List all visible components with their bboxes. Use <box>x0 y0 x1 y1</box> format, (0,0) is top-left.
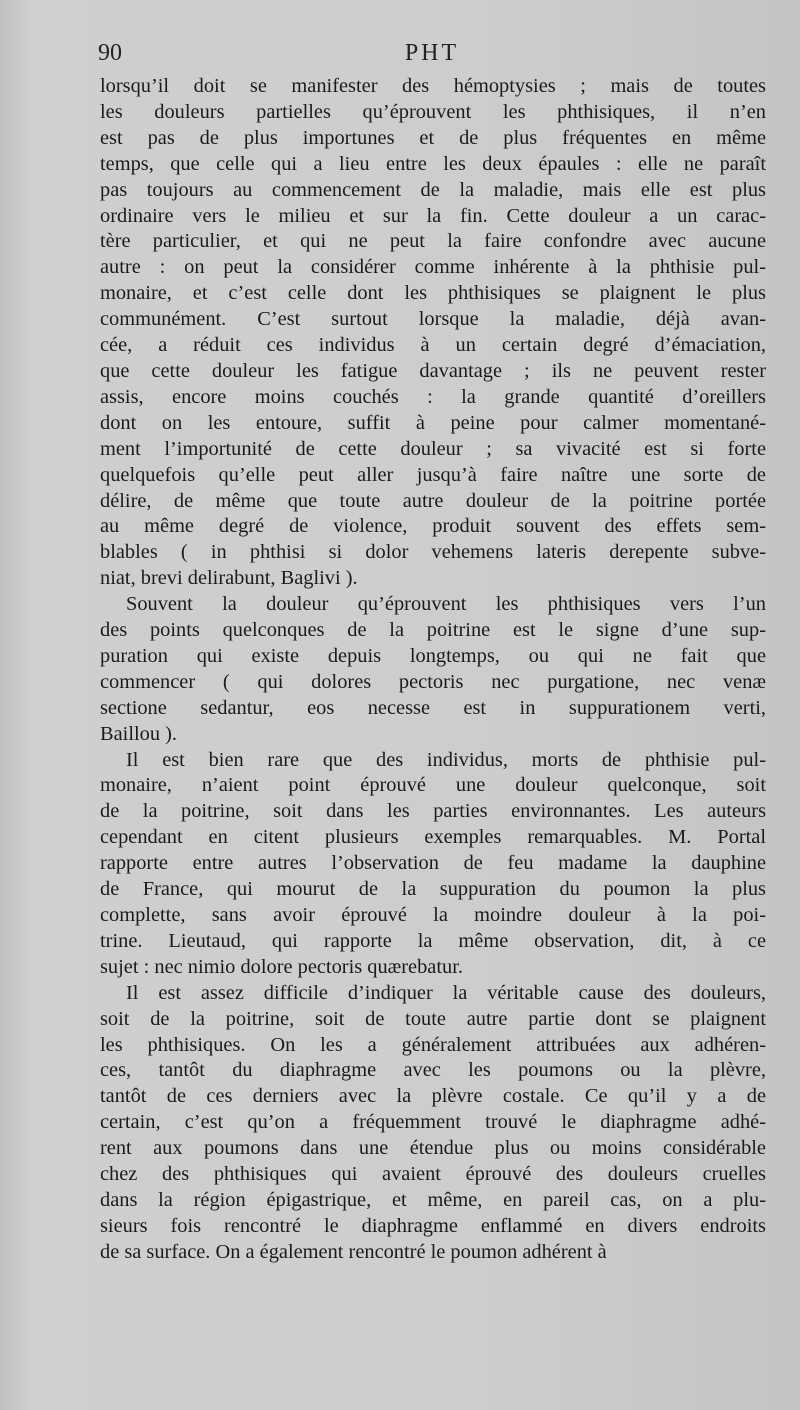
text-line: dans la région épigastrique, et même, en pareil cas, on a plu- <box>100 1188 766 1211</box>
text-line: de France, qui mourut de la suppuration du poumon la plus <box>100 878 766 901</box>
text-line: soit de la poitrine, soit de toute autre partie dont se plaignent <box>100 1007 766 1030</box>
text-line: quelquefois qu’elle peut aller jusqu’à faire naître une sorte de <box>100 463 766 486</box>
text-line: monaire, n’aient point éprouvé une douleur quelconque, soit <box>100 774 766 797</box>
text-line: cependant en citent plusieurs exemples remarquables. M. Portal <box>100 826 766 849</box>
paragraph <box>100 592 766 747</box>
text-line: certain, c’est qu’on a fréquemment trouvé le diaphragme adhé- <box>100 1111 766 1134</box>
text-line: cée, a réduit ces individus à un certain degré d’émaciation, <box>100 334 766 357</box>
paragraph <box>100 981 766 1266</box>
text-line: rapporte entre autres l’observation de feu madame la dauphine <box>100 852 766 875</box>
text-line: les phthisiques. On les a généralement attribuées aux adhéren- <box>100 1033 766 1056</box>
text-line: communément. C’est surtout lorsque la maladie, déjà avan- <box>100 308 766 331</box>
text-line: Baillou ). <box>100 722 178 745</box>
text-line: rent aux poumons dans une étendue plus ou moins considérable <box>100 1137 766 1160</box>
page-header <box>98 40 766 70</box>
text-line: autre : on peut la considérer comme inhérente à la phthisie pul- <box>100 256 766 279</box>
text-line: Il est bien rare que des individus, morts de phthisie pul- <box>126 748 766 771</box>
text-line: Souvent la douleur qu’éprouvent les phthisiques vers l’un <box>126 593 766 616</box>
paragraph <box>100 748 766 981</box>
text-line: dont on les entoure, suffit à peine pour calmer momentané- <box>100 411 766 434</box>
text-line: de la poitrine, soit dans les parties environnantes. Les auteurs <box>100 800 766 823</box>
text-line: assis, encore moins couchés : la grande quantité d’oreillers <box>100 385 766 408</box>
text-line: Il est assez difficile d’indiquer la véritable cause des douleurs, <box>126 981 766 1004</box>
body-text <box>100 74 766 1266</box>
paragraph <box>100 74 766 592</box>
text-line: que cette douleur les fatigue davantage ; ils ne peuvent rester <box>100 359 766 382</box>
text-line: temps, que celle qui a lieu entre les deux épaules : elle ne paraît <box>100 152 766 175</box>
text-line: monaire, et c’est celle dont les phthisiques se plaignent le plus <box>100 282 766 305</box>
text-line: sectione sedantur, eos necesse est in suppurationem verti, <box>100 696 766 719</box>
text-line: délire, de même que toute autre douleur de la poitrine portée <box>100 489 766 512</box>
text-line: des points quelconques de la poitrine est le signe d’une sup- <box>100 619 766 642</box>
text-line: lorsqu’il doit se manifester des hémoptysies ; mais de toutes <box>100 75 766 97</box>
text-line: au même degré de violence, produit souvent des effets sem- <box>100 515 766 538</box>
text-line: ces, tantôt du diaphragme avec les poumons ou la plèvre, <box>100 1059 766 1082</box>
text-line: ment l’importunité de cette douleur ; sa vivacité est si forte <box>100 437 766 460</box>
text-line: complette, sans avoir éprouvé la moindre douleur à la poi- <box>100 904 766 926</box>
text-line: niat, brevi delirabunt, Baglivi ). <box>100 567 358 590</box>
text-line: trine. Lieutaud, qui rapporte la même observation, dit, à ce <box>100 929 766 952</box>
text-line: de sa surface. On a également rencontré le poumon adhérent à <box>100 1240 607 1263</box>
text-line: les douleurs partielles qu’éprouvent les phthisiques, il n’en <box>100 100 766 123</box>
text-line: tantôt de ces derniers avec la plèvre costale. Ce qu’il y a de <box>100 1085 766 1108</box>
running-head: PHT <box>404 40 460 66</box>
text-line: ordinaire vers le milieu et sur la fin. Cette douleur a un carac- <box>100 204 766 227</box>
text-line: commencer ( qui dolores pectoris nec purgatione, nec venæ <box>100 670 766 693</box>
text-line: pas toujours au commencement de la maladie, mais elle est plus <box>100 178 766 201</box>
page-number: 90 <box>98 40 122 66</box>
text-line: blables ( in phthisi si dolor vehemens lateris derepente subve- <box>100 541 766 564</box>
text-line: sujet : nec nimio dolore pectoris quærebatur. <box>100 955 463 978</box>
text-line: sieurs fois rencontré le diaphragme enflammé en divers endroits <box>100 1214 766 1237</box>
text-line: chez des phthisiques qui avaient éprouvé des douleurs cruelles <box>100 1163 766 1186</box>
text-line: tère particulier, et qui ne peut la faire confondre avec aucune <box>100 230 766 253</box>
text-line: puration qui existe depuis longtemps, ou qui ne fait que <box>100 644 766 667</box>
text-line: est pas de plus importunes et de plus fréquentes en même <box>100 126 766 149</box>
